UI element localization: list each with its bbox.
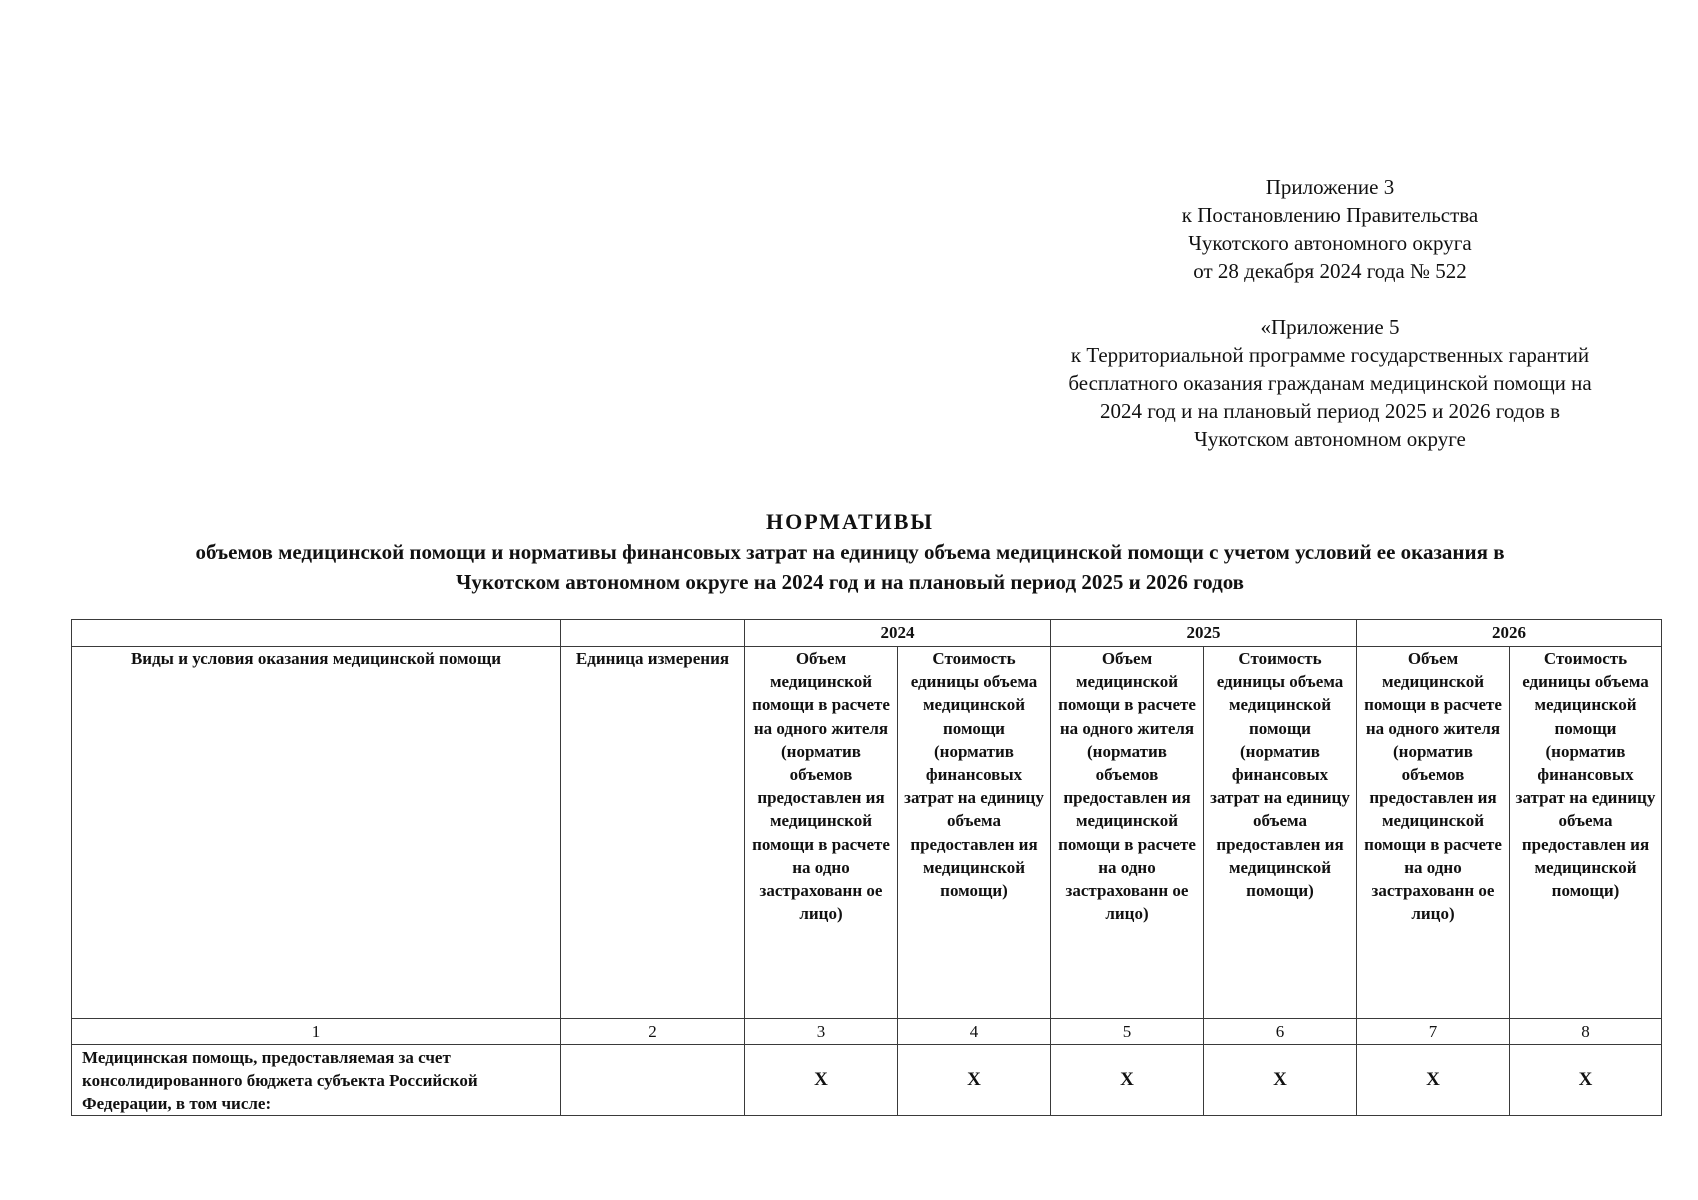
column-number: 2 [561,1019,745,1045]
annex-5-line: бесплатного оказания гражданам медицинской помощи на [1068,371,1592,395]
annex-3-line: к Постановлению Правительства [1181,203,1479,227]
empty-header-cell [561,620,745,647]
year-header-2025: 2025 [1051,620,1357,647]
document-title-block [70,508,1630,596]
annex-5-line: к Территориальной программе государственных гарантий [1070,343,1590,367]
header-volume-2026: Объем медицинской помощи в расчете на одного жителя (норматив объемов предоставлен ия медицинской помощи в расчете на одно застрахованн ое лицо) [1357,647,1510,1019]
row-value: Х [1510,1045,1662,1116]
header-volume-2024: Объем медицинской помощи в расчете на одного жителя (норматив объемов предоставлен ия медицинской помощи в расчете на одно застрахованн ое лицо) [745,647,898,1019]
year-header-2024: 2024 [745,620,1051,647]
row-unit [561,1045,745,1116]
annex-5-line: «Приложение 5 [1260,315,1400,339]
year-header-2026: 2026 [1357,620,1662,647]
header-volume-2025: Объем медицинской помощи в расчете на одного жителя (норматив объемов предоставлен ия медицинской помощи в расчете на одно застрахованн ое лицо) [1051,647,1204,1019]
table-row [72,1045,1662,1116]
header-care-types: Виды и условия оказания медицинской помощи [72,647,561,1019]
header-unit: Единица измерения [561,647,745,1019]
column-number: 4 [898,1019,1051,1045]
column-number: 6 [1204,1019,1357,1045]
column-number: 3 [745,1019,898,1045]
document-subheading-line: Чукотском автономном округе на 2024 год и на плановый период 2025 и 2026 годов [455,570,1245,594]
annex-3-line: Приложение 3 [1265,175,1395,199]
column-headers-row [72,647,1662,1019]
row-value: Х [898,1045,1051,1116]
annex-3-line: от 28 декабря 2024 года № 522 [1193,259,1467,283]
row-value: Х [1051,1045,1204,1116]
row-value: Х [1357,1045,1510,1116]
annex-3-reference [1020,173,1640,285]
document-heading: НОРМАТИВЫ [765,509,935,534]
header-cost-2026: Стоимость единицы объема медицинской помощи (норматив финансовых затрат на единицу объема предоставлен ия медицинской помощи) [1510,647,1662,1019]
years-header-row [72,620,1662,647]
column-number: 8 [1510,1019,1662,1045]
document-subheading-line: объемов медицинской помощи и нормативы финансовых затрат на единицу объема медицинской помощи с учетом условий ее оказания в [195,540,1505,564]
norms-table [71,619,1662,1116]
row-description: Медицинская помощь, предоставляемая за счет консолидированного бюджета субъекта Российской Федерации, в том числе: [72,1045,561,1116]
annex-5-reference [1020,313,1640,453]
annex-3-line: Чукотского автономного округа [1188,231,1472,255]
annex-5-line: Чукотском автономном округе [1194,427,1466,451]
column-number: 5 [1051,1019,1204,1045]
empty-header-cell [72,620,561,647]
row-value: Х [1204,1045,1357,1116]
header-cost-2025: Стоимость единицы объема медицинской помощи (норматив финансовых затрат на единицу объема предоставлен ия медицинской помощи) [1204,647,1357,1019]
column-numbers-row [72,1019,1662,1045]
header-cost-2024: Стоимость единицы объема медицинской помощи (норматив финансовых затрат на единицу объема предоставлен ия медицинской помощи) [898,647,1051,1019]
annex-5-line: 2024 год и на плановый период 2025 и 2026 годов в [1099,399,1561,423]
row-value: Х [745,1045,898,1116]
column-number: 1 [72,1019,561,1045]
column-number: 7 [1357,1019,1510,1045]
